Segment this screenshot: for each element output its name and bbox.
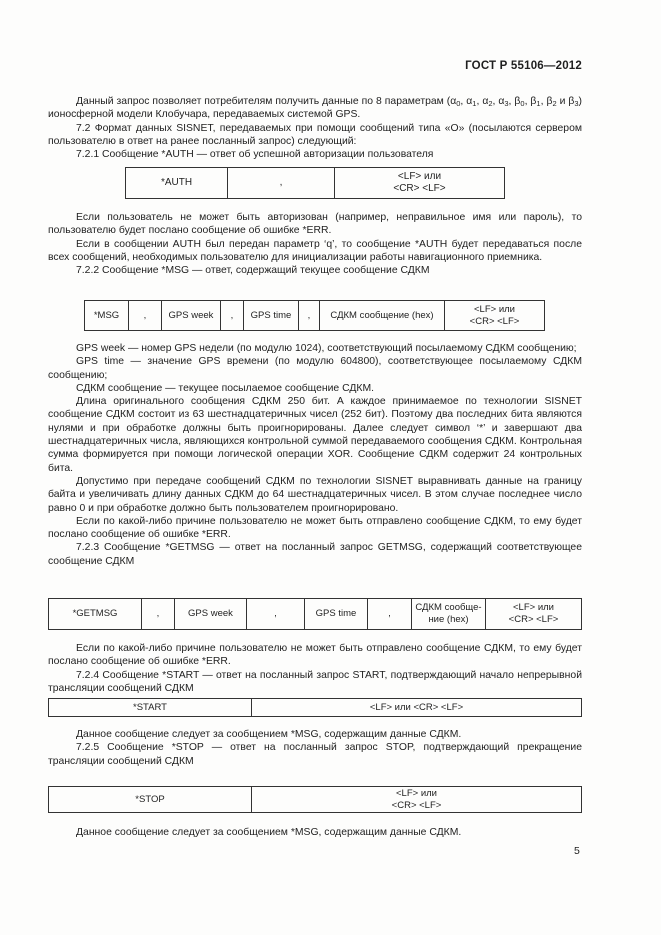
cell-terminator: <LF> или <CR> <LF> <box>335 168 505 199</box>
cell-sdkm-hex: СДКМ сообще- ние (hex) <box>412 599 486 630</box>
paragraph-stop-follows: Данное сообщение следует за сообщением *MSG, содержащим данные СДКМ. <box>76 827 462 838</box>
paragraph-7-2-1: 7.2.1 Сообщение *AUTH — ответ об успешной авторизации пользователя <box>76 149 434 161</box>
cell-comma: , <box>221 301 244 331</box>
text-block-3 <box>48 342 582 568</box>
document-header: ГОСТ Р 55106—2012 <box>465 60 582 72</box>
paragraph-7-2-5: 7.2.5 Сообщение *STOP — ответ на посланный запрос STOP, подтверждающий прекращение трансляции сообщений СДКМ <box>48 742 582 767</box>
text-block-5 <box>48 728 582 768</box>
paragraph-err-2: Если по какой-либо причине пользователю не может быть отправлено сообщение СДКМ, то ему будет послано сообщение об ошибке *ERR. <box>48 643 582 668</box>
paragraph-gps-week: GPS week — номер GPS недели (по модулю 1024), соответствующий посылаемому СДКМ сообщению; <box>76 343 577 354</box>
table-start <box>48 698 582 717</box>
paragraph-err: Если по какой-либо причине пользователю не может быть отправлено сообщение СДКМ, то ему будет послано сообщение об ошибке *ERR. <box>48 515 582 541</box>
paragraph-kloubuchar: Данный запрос позволяет потребителям получить данные по 8 параметрам ($\alpha_0$, $\alpha_1$, $\alpha_2$, $\alpha_3$, $\beta_0$, $\beta_1$, $\beta_2$ и $\beta_3$) ионосферной модели Клобучара, передаваемых системой GPS. <box>48 96 582 121</box>
cell-gps-time: GPS time <box>244 301 299 331</box>
cell-gps-time: GPS time <box>305 599 368 630</box>
cell-gps-week: GPS week <box>162 301 221 331</box>
paragraph-auth-q: Если в сообщении AUTH был передан параметр ‘q’, то сообщение *AUTH будет передаваться после всех сообщений, необходимых пользователю для инициализации работы навигационного приемника. <box>48 238 582 263</box>
cell-comma: , <box>228 168 335 199</box>
paragraph-auth-error: Если пользователь не может быть авторизован (например, неправильное имя или пароль), то пользователю будет послано сообщение об ошибке *ERR. <box>48 212 582 237</box>
table-getmsg <box>48 598 582 630</box>
text-block-2 <box>48 211 582 277</box>
cell-comma: , <box>299 301 320 331</box>
paragraph-7-2-2: 7.2.2 Сообщение *MSG — ответ, содержащий текущее сообщение СДКМ <box>76 265 430 277</box>
cell-auth: *AUTH <box>126 168 228 199</box>
paragraph-7-2-3: 7.2.3 Сообщение *GETMSG — ответ на посланный запрос GETMSG, содержащий соответствующее сообщение СДКМ <box>48 542 582 567</box>
cell-terminator: <LF> или <CR> <LF> <box>252 699 582 717</box>
cell-comma: , <box>247 599 305 630</box>
cell-terminator: <LF> или <CR> <LF> <box>445 301 545 331</box>
cell-sdkm-hex: СДКМ сообщение (hex) <box>320 301 445 331</box>
cell-start: *START <box>49 699 252 717</box>
paragraph-7-2: 7.2 Формат данных SISNET, передаваемых при помощи сообщений типа «О» (посылаются сервером пользователю в ответ на ранее посланный запрос) следующий: <box>48 122 582 147</box>
cell-terminator: <LF> или <CR> <LF> <box>486 599 582 630</box>
cell-gps-week: GPS week <box>175 599 247 630</box>
paragraph-sdkm-message: СДКМ сообщение — текущее посылаемое сообщение СДКМ. <box>76 382 375 394</box>
paragraph-length: Длина оригинального сообщения СДКМ 250 бит. А каждое принимаемое по технологии SISNET сообщение СДКМ состоит из 63 шестнадцатеричных чисел (252 бит). Поэтому два последних бита являются нулями и при обработке должны быть проигнорированы. Далее следует символ ‘*’ и завершают два шестнадцатеричных числа, являющихся контрольной суммой передаваемого сообщения СДКМ. Контрольная сумма формируется при помощи логической операции XOR. Сообщение СДКМ содержит 24 контрольных бита. <box>48 396 582 474</box>
text-block-4 <box>48 642 582 695</box>
cell-comma: , <box>142 599 175 630</box>
table-auth <box>125 167 505 199</box>
cell-getmsg: *GETMSG <box>49 599 142 630</box>
paragraph-start-follows: Данное сообщение следует за сообщением *MSG, содержащим данные СДКМ. <box>76 729 462 740</box>
table-msg <box>84 300 545 331</box>
paragraph-7-2-4: 7.2.4 Сообщение *START — ответ на посланный запрос START, подтверждающий начало непрерывной трансляции сообщений СДКМ <box>48 669 582 694</box>
paragraph-alignment: Допустимо при передаче сообщений СДКМ по технологии SISNET выравнивать данные на границу байта и увеличивать длину данных СДКМ до 64 шестнадцатеричных чисел. В этом случае последнее число равно 0 и при обработке должно быть пользователем проигнорировано. <box>48 475 582 514</box>
text-block-1 <box>48 95 582 161</box>
cell-stop: *STOP <box>49 787 252 813</box>
paragraph-gps-time: GPS time — значение GPS времени (по модулю 604800), соответствующее посылаемому СДКМ сообщению; <box>48 356 582 381</box>
cell-terminator: <LF> или <CR> <LF> <box>252 787 582 813</box>
cell-comma: , <box>368 599 412 630</box>
page-number: 5 <box>574 845 580 857</box>
cell-msg: *MSG <box>85 301 129 331</box>
text-block-6 <box>48 826 582 839</box>
cell-comma: , <box>129 301 162 331</box>
table-stop <box>48 786 582 813</box>
